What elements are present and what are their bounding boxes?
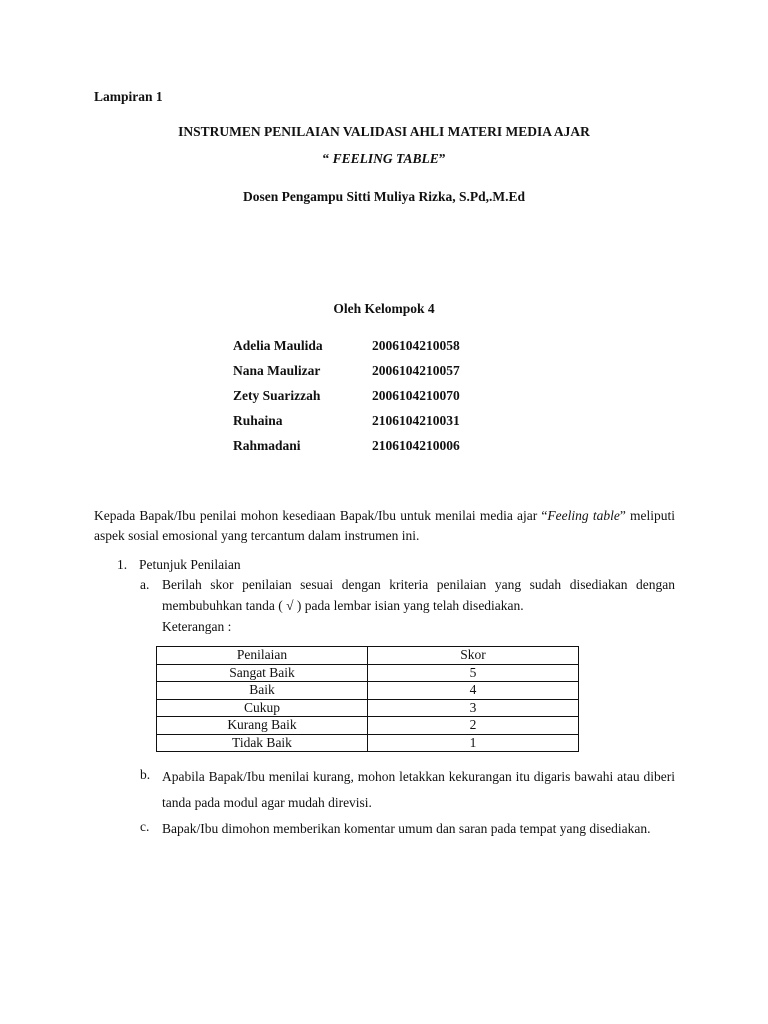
item-letter: a. — [140, 577, 150, 592]
appendix-label: Lampiran 1 — [94, 89, 163, 104]
table-cell: 1 — [368, 734, 579, 752]
lecturer-line: Dosen Pengampu Sitti Muliya Rizka, S.Pd,.M.Ed — [242, 189, 526, 204]
item-letter: c. — [140, 819, 150, 834]
column-header: Penilaian — [157, 647, 368, 665]
member-name: Zety Suarizzah — [233, 388, 321, 403]
table-row — [157, 717, 579, 735]
member-nim: 2006104210058 — [372, 338, 460, 353]
table-cell: 2 — [368, 717, 579, 735]
table-cell: Sangat Baik — [157, 664, 368, 682]
table-cell: 5 — [368, 664, 579, 682]
item-text: Bapak/Ibu dimohon memberikan komentar umum dan saran pada tempat yang disediakan. — [162, 821, 651, 836]
table-cell: Baik — [157, 682, 368, 700]
table-cell: 4 — [368, 682, 579, 700]
score-table — [156, 646, 579, 752]
member-name: Rahmadani — [233, 438, 301, 453]
document-subtitle: “ FEELING TABLE” — [322, 151, 446, 166]
item-text: Berilah skor penilaian sesuai dengan kriteria penilaian yang sudah disediakan dengan membubuhkan tanda ( √ ) pada lembar isian yang telah disediakan. — [162, 577, 675, 613]
member-row — [233, 413, 553, 429]
section-heading: 1. Petunjuk Penilaian — [117, 557, 241, 572]
member-nim: 2006104210057 — [372, 363, 460, 378]
column-header: Skor — [368, 647, 579, 665]
member-row — [233, 363, 553, 379]
item-text: Apabila Bapak/Ibu menilai kurang, mohon letakkan kekurangan itu digaris bawahi atau diberi tanda pada modul agar mudah direvisi. — [162, 769, 675, 810]
instruction-item-c — [140, 816, 675, 842]
member-name: Adelia Maulida — [233, 338, 323, 353]
table-row — [157, 682, 579, 700]
table-cell: Tidak Baik — [157, 734, 368, 752]
intro-paragraph: Kepada Bapak/Ibu penilai mohon kesediaan Bapak/Ibu untuk menilai media ajar “Feeling table” meliputi aspek sosial emosional yang tercantum dalam instrumen ini. — [94, 508, 675, 543]
item-letter: b. — [140, 767, 151, 782]
keterangan-label: Keterangan : — [162, 619, 232, 634]
document-title: INSTRUMEN PENILAIAN VALIDASI AHLI MATERI MEDIA AJAR — [178, 124, 590, 139]
table-row — [157, 699, 579, 717]
member-nim: 2106104210006 — [372, 438, 460, 453]
member-row — [233, 438, 553, 454]
table-cell: Cukup — [157, 699, 368, 717]
member-name: Nana Maulizar — [233, 363, 321, 378]
instruction-item-b — [140, 764, 675, 816]
member-name: Ruhaina — [233, 413, 283, 428]
table-cell: Kurang Baik — [157, 717, 368, 735]
member-nim: 2106104210031 — [372, 413, 460, 428]
member-nim: 2006104210070 — [372, 388, 460, 403]
group-line: Oleh Kelompok 4 — [333, 301, 435, 316]
table-row — [157, 734, 579, 752]
member-row — [233, 338, 553, 354]
instruction-item-a — [140, 574, 675, 637]
table-row — [157, 664, 579, 682]
table-cell: 3 — [368, 699, 579, 717]
member-row — [233, 388, 553, 404]
table-header-row — [157, 647, 579, 665]
